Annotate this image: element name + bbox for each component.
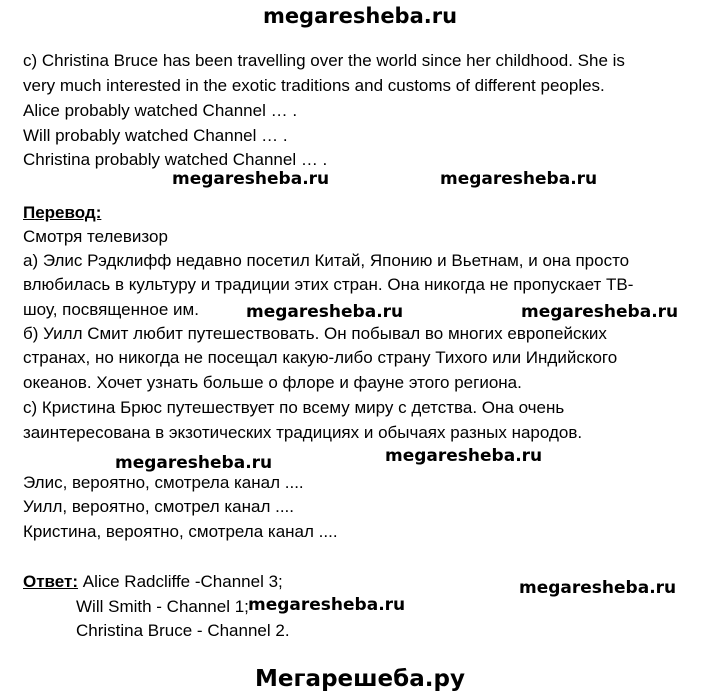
site-footer: Мегарешеба.ру <box>255 666 465 692</box>
english-question-christina: Christina probably watched Channel … . <box>23 150 328 169</box>
translation-paragraph-a-line-3: шоу, посвященное им. <box>23 300 199 319</box>
english-question-alice: Alice probably watched Channel … . <box>23 101 298 120</box>
english-paragraph-c-line-2: very much interested in the exotic traditions and customs of different peoples. <box>23 76 605 95</box>
answer-line-1-row <box>23 570 283 594</box>
english-question-will: Will probably watched Channel … . <box>23 126 288 145</box>
translation-paragraph-b-line-2: странах, но никогда не посещал какую-либо страну Тихого или Индийского <box>23 348 618 367</box>
watermark: megaresheba.ru <box>115 453 273 473</box>
translation-paragraph-a-line-2: влюбилась в культуру и традиции этих стран. Она никогда не пропускает ТВ- <box>23 275 634 294</box>
english-paragraph-c-line-1: c) Christina Bruce has been travelling over the world since her childhood. She is <box>23 51 625 70</box>
answer-line-2: Will Smith - Channel 1; <box>76 597 249 616</box>
watermark: megaresheba.ru <box>172 169 330 189</box>
watermark: megaresheba.ru <box>246 302 404 322</box>
translation-paragraph-c-line-1: с) Кристина Брюс путешествует по всему миру с детства. Она очень <box>23 398 565 417</box>
watermark: megaresheba.ru <box>519 578 677 598</box>
answer-line-3: Christina Bruce - Channel 2. <box>76 621 290 640</box>
translation-paragraph-a-line-1: а) Элис Рэдклифф недавно посетил Китай, Японию и Вьетнам, и она просто <box>23 251 630 270</box>
site-header: megaresheba.ru <box>262 4 458 28</box>
translation-label: Перевод: <box>23 203 102 222</box>
translation-question-will: Уилл, вероятно, смотрел канал .... <box>23 497 294 516</box>
translation-paragraph-b-line-3: океанов. Хочет узнать больше о флоре и фауне этого региона. <box>23 373 522 392</box>
watermark: megaresheba.ru <box>248 595 406 615</box>
watermark: megaresheba.ru <box>521 302 679 322</box>
watermark: megaresheba.ru <box>385 446 543 466</box>
translation-question-alice: Элис, вероятно, смотрела канал .... <box>23 473 304 492</box>
translation-question-christina: Кристина, вероятно, смотрела канал .... <box>23 522 338 541</box>
answer-label: Ответ: <box>23 572 78 591</box>
translation-paragraph-b-line-1: б) Уилл Смит любит путешествовать. Он побывал во многих европейских <box>23 324 607 343</box>
translation-paragraph-c-line-2: заинтересована в экзотических традициях и обычаях разных народов. <box>23 423 583 442</box>
translation-title: Смотря телевизор <box>23 227 168 246</box>
watermark: megaresheba.ru <box>440 169 598 189</box>
answer-line-1: Alice Radcliffe -Channel 3; <box>82 572 283 591</box>
